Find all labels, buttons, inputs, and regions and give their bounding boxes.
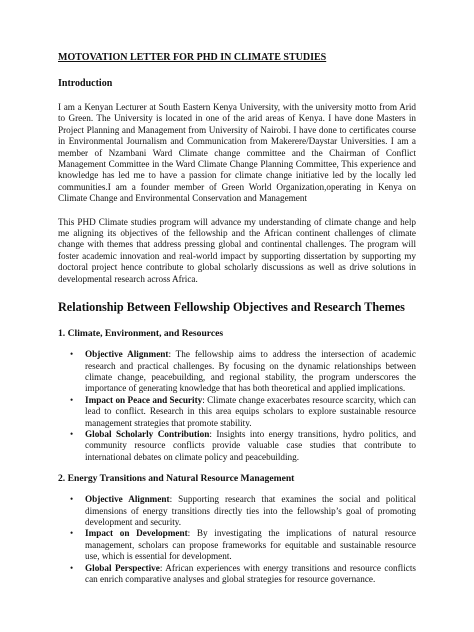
bullet-icon: • <box>70 428 74 439</box>
document-page <box>58 52 416 595</box>
list-item-text: : Supporting research that examines the social and political dimensions of energy transitions directly ties into the fellowship’s goal of promoting development and security. <box>85 494 416 527</box>
intro-paragraph-2: This PHD Climate studies program will advance my understanding of climate change and help me aligning its objectives of the fellowship and the African continent challenges of climate change with themes that address pressing global and continental challenges. The program will foster academic innovation and real-world impact by supporting dissertation by supporting my doctoral project hence contribute to global scholarly discussions as well as drive solutions in developmental research across Africa. <box>58 216 416 284</box>
list-item-text: : By investigating the implications of natural resource management, scholars can propose frameworks for equitable and sustainable resource use, which is essential for development. <box>85 528 416 562</box>
list-item <box>58 494 416 528</box>
list-item <box>58 528 416 562</box>
relationship-heading: Relationship Between Fellowship Objectives and Research Themes <box>58 300 405 315</box>
list-item <box>58 563 416 586</box>
list-item <box>58 349 416 395</box>
section-list-climate <box>58 349 416 463</box>
list-item-text: : Climate change exacerbates resource scarcity, which can lead to conflict. Research in this area equips scholars to explore sustainable resource management strategies that promote stability. <box>85 394 416 428</box>
bullet-icon: • <box>70 349 74 360</box>
bullet-icon: • <box>70 528 74 539</box>
list-item-text: : African experiences with energy transitions and resource conflicts can enrich comparative analyses and global strategies for resource governance. <box>85 562 416 584</box>
intro-paragraph-1: I am a Kenyan Lecturer at South Eastern Kenya University, with the university motto from Arid to Green. The University is located in one of the arid areas of Kenya. I have done Masters in Project Planning and Management from University of Nairobi. I have done to certificates course in Environmental Journalism and Communication from Makerere/Daystar Universities. I am a member of Nzambani Ward Climate change committee and the Chairman of Conflict Management Committee in the Ward Climate Change Planning Committee, This experience and knowledge has led me to have a passion for climate change initiative led by the locally led communities.I am a founder member of Green World Organization,operating in Kenya on Climate Change and Environmental Conservation and Management <box>58 102 416 204</box>
list-item-label: Global Perspective <box>85 562 160 573</box>
list-item <box>58 429 416 463</box>
list-item-label: Global Scholarly Contribution <box>85 428 210 439</box>
list-item-label: Objective Alignment <box>85 349 169 360</box>
list-item-text: : Insights into energy transitions, hydro politics, and community resource conflicts provide valuable case studies that contribute to international debates on climate policy and peacebuilding. <box>85 428 416 462</box>
bullet-icon: • <box>70 494 74 505</box>
list-item-label: Impact on Development <box>85 528 188 539</box>
section-heading-climate: 1. Climate, Environment, and Resources <box>58 328 224 340</box>
document-title: MOTOVATION LETTER FOR PHD IN CLIMATE STUDIES <box>58 52 327 63</box>
list-item-label: Objective Alignment <box>85 494 170 505</box>
list-item-text: : The fellowship aims to address the intersection of academic research and practical challenges. By focusing on the dynamic relationships between climate change, peacebuilding, and regional stability, the program underscores the importance of generating knowledge that has both theoretical and applied implications. <box>85 349 417 394</box>
section-list-energy <box>58 494 416 585</box>
section-heading-energy: 2. Energy Transitions and Natural Resource Management <box>58 473 295 485</box>
bullet-icon: • <box>70 394 74 405</box>
bullet-icon: • <box>70 562 74 573</box>
introduction-heading: Introduction <box>58 78 113 89</box>
list-item <box>58 395 416 429</box>
list-item-label: Impact on Peace and Security <box>85 394 203 405</box>
